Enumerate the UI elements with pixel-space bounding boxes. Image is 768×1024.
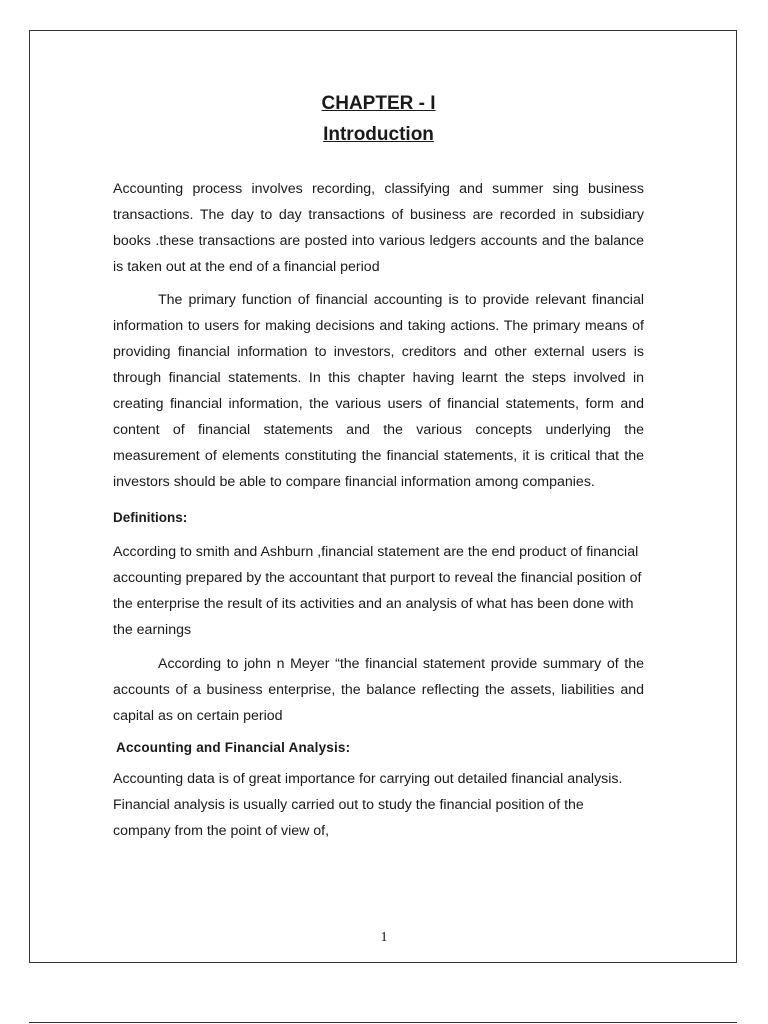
definition-john-meyer: According to john n Meyer “the financial statement provide summary of the accounts of a business enterprise, the balance reflecting the assets, liabilities and capital as on certain period — [113, 656, 644, 724]
page-content — [113, 88, 644, 844]
intro-paragraph: Accounting process involves recording, classifying and summer sing business transactions. The day to day transactions of business are recorded in subsidiary books .these transactions are posted into various ledgers accounts and the balance is taken out at the end of a financial period — [113, 181, 644, 275]
chapter-title: CHAPTER - I — [321, 93, 436, 114]
definition-smith-ashburn: According to smith and Ashburn ,financial statement are the end product of financial accounting prepared by the accountant that purport to reveal the financial position of the enterprise the result of its activities and an analysis of what has been done with the earnings — [113, 544, 642, 638]
analysis-paragraph: Accounting data is of great importance for carrying out detailed financial analysis. Financial analysis is usually carried out to study the financial position of the company from the point of view of, — [113, 771, 623, 839]
analysis-heading: Accounting and Financial Analysis: — [116, 740, 351, 755]
page-number: 1 — [380, 930, 388, 945]
next-page-edge — [29, 1022, 737, 1023]
section-title: Introduction — [323, 124, 434, 145]
definitions-heading: Definitions: — [113, 510, 188, 525]
function-paragraph: The primary function of financial accounting is to provide relevant financial information to users for making decisions and taking actions. The primary means of providing financial information to investors, creditors and other external users is through financial statements. In this chapter having learnt the steps involved in creating financial information, the various users of financial statements, form and content of financial statements and the various concepts underlying the measurement of elements constituting the financial statements, it is critical that the investors should be able to compare financial information among companies. — [113, 292, 644, 490]
